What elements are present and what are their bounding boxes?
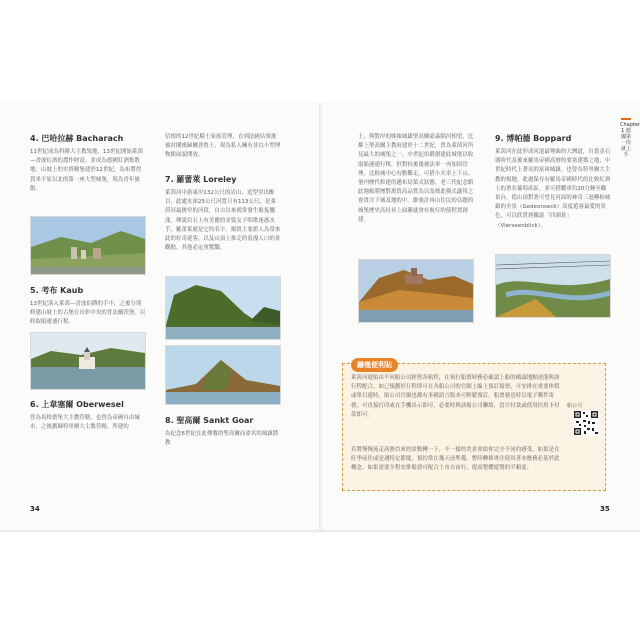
qr-code-label: 船公司: [567, 403, 583, 409]
section-body-kaub: 13世紀落入萊茵—香波伯爵的手中，之後分別修建山坡上的古堡在長彰中央的普法爾茨堡，以收取船運通行稅。: [30, 301, 146, 326]
qr-code[interactable]: [573, 410, 599, 436]
section-heading-loreley: 7. 羅蕾萊 Loreley: [165, 175, 237, 184]
section-body-sankt-goar: 為紀念6世紀在此傳教的聖高爾而命名的城鎮將教: [165, 431, 279, 447]
section-body-oberwesel: 曾為馬格德堡大主教管轄，也曾為帝國自由城市，之後劃歸特里爾大主教管轄，所建的: [30, 415, 140, 431]
book-gutter: [319, 103, 322, 530]
tip-box: [342, 363, 606, 491]
section-heading-oberwesel: 6. 上韋塞爾 Oberwesel: [30, 400, 124, 409]
page-number-left: 34: [30, 505, 40, 513]
column-3: [358, 133, 474, 323]
chapter-tab-label: Chapter 1 德國第一次就上手: [620, 122, 640, 158]
book-spread: [0, 103, 640, 530]
photo-loreley-rock: [165, 276, 281, 340]
photo-bacharach-town: [30, 216, 146, 275]
section-body-continued: 信德的12世紀騎士家族管理，直到法國佔領後被封闉後歸屬普魯士，現為私人擁有並以小型博物館面貌開放。: [165, 134, 281, 159]
column-4: [495, 133, 611, 318]
photo-kaub-castle: [30, 332, 146, 390]
photo-loreley-hill: [165, 345, 281, 405]
photo-boppard-loop: [495, 254, 611, 318]
tip-box-title: 鑄幾便利貼: [351, 358, 398, 372]
column-1: [30, 133, 146, 442]
section-body-bacharach: 11世紀成為科隆大主教領地，13世紀開始萊茵—香波紅酒的農作財富。並成為德國紅酒集散地，山坡上的史塔爾堡建於12世紀，為布將得賀米平原以北的第一座大型城堡，現為青年旅館。: [30, 149, 143, 192]
section-heading-bacharach: 4. 巴哈拉赫 Bacharach: [30, 134, 124, 143]
section-body-sankt-goar-continued: 士，與對岸的姊妹城鎮聖高爾豪森隔河相望，比鄰上聖高爾主教府建於十二世紀，曾為萊茵河所見最大的城堡之一。中世紀伯爵創建此城堡以收取船運通行稅，但對抗後幾被法軍一再加固管理。比較城中心有點難走，可搭小火車上下山。堡内歷代修建的邁布局第式狀態，老三代紀念館此地級爬歷對萬賀高品質為以及彼此模式適用之會貫注下城及地的中。維強計再山往民的佔題的城堡歷史高持昇上面漸就會有航行的使程置創建。: [358, 134, 474, 223]
photo-rheinfels-castle: [358, 259, 474, 323]
section-body-loreley: 萊茵河中游東岸132公尺的岩山，造型突出醒目，此處水深25公尺河寬只有113公尺，是萊茵河最狹窄的河段，自古以來就常發生船隻擱淺，傳說岩石上有美麗的金髮女子唱歌迷惑水手，羅蕾萊就是它的名字。揚毀主要派人為常來此的好奇遊客，以及山頂上推走的浪漫人口的景觀點，其他必定會驚豔。: [165, 190, 281, 252]
chapter-tab: [620, 118, 640, 158]
section-heading-boppard: 9. 博帕德 Boppard: [495, 134, 572, 143]
page-number-right: 35: [600, 505, 610, 513]
chapter-tab-mark: [621, 118, 631, 120]
tip-box-body: 萊茵河遊船由不同船公司經營各航程，在預打船票時務必確認上船的碼頭地點達能與該行程配合。如已規劃好行程即可在各船公司的官網上線上預訂船票，可安排在重要休假或單日遊時，船公司官網也都有多國語言版本可輕鬆預訂。船票發送時以電子郵件寄發，可直接打印或在手機出示即可，必要時與該船公司聯絡，當日付款或使用信用卡付款即可。: [351, 375, 560, 418]
section-heading-kaub: 5. 考布 Kaub: [30, 286, 84, 295]
section-heading-sankt-goar: 8. 聖高爾 Sankt Goar: [165, 416, 254, 425]
column-2: [165, 133, 281, 449]
section-body-boppard: 萊茵河在此形成河道最彎曲的大灣道，自黃金石器時代及後來羅馬帝國高層的要塞建築之地，中世紀時代上著名的富裕城鎮。也曾為特里爾大主教的領地。此處保存有羅馬帝國時代的比較紅酒上的著名葡萄產區。並可搭纜車約20分鐘至觀景台，從山頂對著可望見河面的神奇三迴轉和城鎮的全景（Gedeonseck）高度遊客最愛的景色，可以欣賞到據說「四湖景」（Vierseenblick）。: [495, 149, 611, 229]
tip-box-body-2: 若將慢慢流走高賽員來的景點轉一下，不一樣的美景會給你完全不同的感受，如果是在旺季前往或是遇特定節慶，預約常在幾天前準備，暫時轉移專注使用者亦應務必基於此概念。如果需要全程安排船票可配合上市自由行，提高整體遊覽的平順度。: [351, 447, 560, 472]
